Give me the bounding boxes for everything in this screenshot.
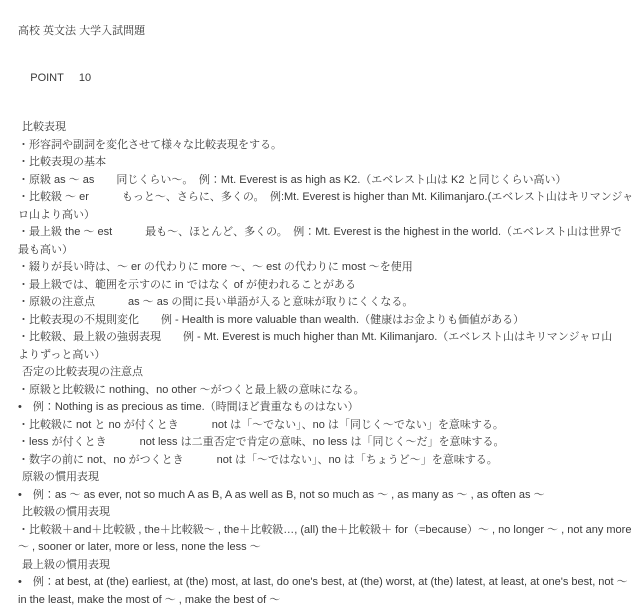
text-line: in the least, make the most of ～ , make the best of ～ bbox=[18, 592, 586, 609]
text-line: ・原級 as ～ as 同じくらい～。 例：Mt. Everest is as high as K2.（エベレスト山は K2 と同じくらい高い） bbox=[18, 172, 586, 190]
text-line: ・比較級 ～ er もっと～、さらに、多くの。 例:Mt. Everest is higher than Mt. Kilimanjaro.(エベレスト山はキリマンジャ bbox=[18, 189, 586, 207]
text-line: ・原級と比較級に nothing、no other ～がつくと最上級の意味になる。 bbox=[18, 382, 586, 400]
text-line: ・less が付くとき not less は二重否定で肯定の意味、no less は「同じく～だ」を意味する。 bbox=[18, 434, 586, 452]
text-line: 比較表現 bbox=[18, 119, 586, 137]
text-line: 原級の慣用表現 bbox=[18, 469, 586, 487]
text-line: ・原級の注意点 as ～ as の間に長い単語が入ると意味が取りにくくなる。 bbox=[18, 294, 586, 312]
text-line: ・比較級＋and＋比較級 , the＋比較級～ , the＋比較級…, (all) the＋比較級＋ for（=because）～ , no longer ～ , not any more bbox=[18, 522, 586, 540]
point-heading bbox=[18, 57, 586, 99]
text-line: 比較級の慣用表現 bbox=[18, 504, 586, 522]
text-line: ロ山より高い） bbox=[18, 207, 586, 225]
text-line: 最上級の慣用表現 bbox=[18, 557, 586, 575]
text-line: ・比較表現の不規則変化 例 - Health is more valuable than wealth.（健康はお金よりも価値がある） bbox=[18, 312, 586, 330]
text-line: ～ , sooner or later, more or less, none the less ～ bbox=[18, 539, 586, 557]
text-line: ・最上級では、範囲を示すのに in ではなく of が使われることがある bbox=[18, 277, 586, 295]
text-line: ・数字の前に not、no がつくとき not は「～ではない」、no は「ちょうど～」を意味する。 bbox=[18, 452, 586, 470]
document-body bbox=[18, 119, 586, 609]
text-line: ・最上級 the ～ est 最も～、ほとんど、多くの。 例：Mt. Everest is the highest in the world.（エベレスト山は世界で bbox=[18, 224, 586, 242]
text-line: ・形容詞や副詞を変化させて様々な比較表現をする。 bbox=[18, 137, 586, 155]
document-title: 高校 英文法 大学入試問題 bbox=[18, 24, 586, 38]
text-line: ・比較表現の基本 bbox=[18, 154, 586, 172]
text-line: 否定の比較表現の注意点 bbox=[18, 364, 586, 382]
text-line: 最も高い） bbox=[18, 242, 586, 260]
point-label: POINT bbox=[30, 72, 64, 84]
text-line: ・比較級、最上級の強弱表現 例 - Mt. Everest is much higher than Mt. Kilimanjaro.（エベレスト山はキリマンジャロ山 bbox=[18, 329, 586, 347]
text-line: よりずっと高い） bbox=[18, 347, 586, 365]
point-number: 10 bbox=[79, 72, 91, 84]
text-line: ・比較級に not と no が付くとき not は「～でない」、no は「同じく～でない」を意味する。 bbox=[18, 417, 586, 435]
text-line: • 例：as ～ as ever, not so much A as B, A as well as B, not so much as ～ , as many as ～ , as often as ～ bbox=[18, 487, 586, 505]
text-line: • 例：Nothing is as precious as time.（時間ほど貴重なものはない） bbox=[18, 399, 586, 417]
text-line: • 例：at best, at (the) earliest, at (the) most, at last, do one's best, at (the) worst, at (the) latest, at least, at one's best, not ～ bbox=[18, 574, 586, 592]
text-line: ・綴りが長い時は、～ er の代わりに more ～、～ est の代わりに most ～を使用 bbox=[18, 259, 586, 277]
